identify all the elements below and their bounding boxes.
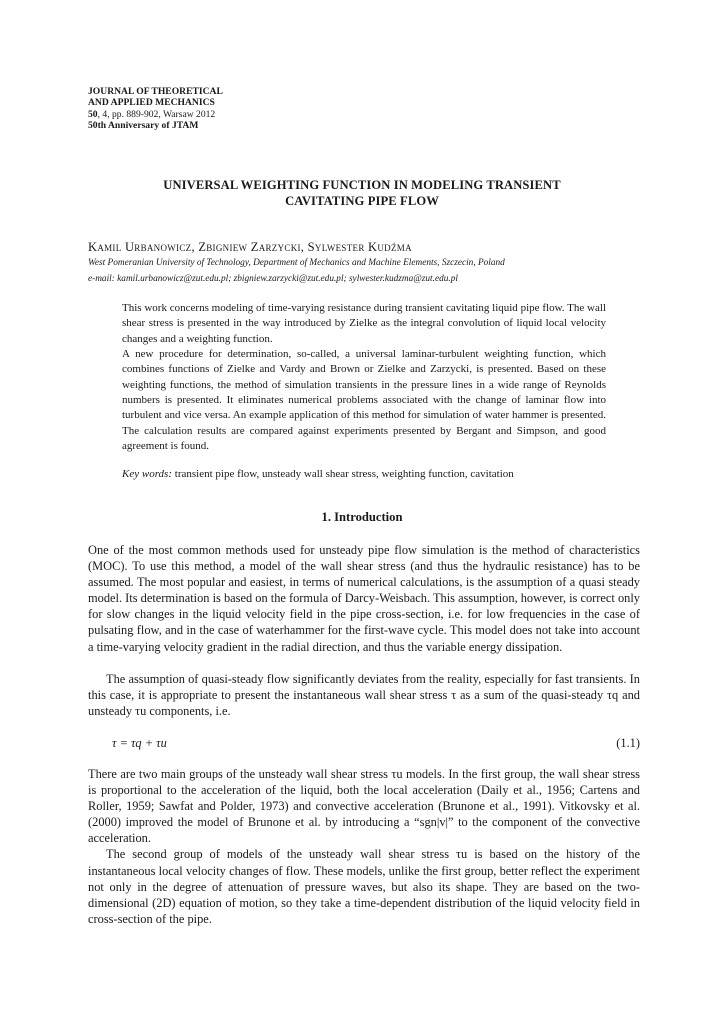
paper-title-line-1: UNIVERSAL WEIGHTING FUNCTION IN MODELING TRANSIENT	[163, 178, 561, 192]
journal-anniversary: 50th Anniversary of JTAM	[88, 119, 199, 131]
paragraph-text: There are two main groups of the unsteady wall shear stress τu models. In the first group, the wall shear stress is proportional to the acceleration of the liquid, both the local acceleration (Daily et al., 1956; Cartens and Roller, 1959; Sawfat and Polder, 1973) and convective acceleration (Brunone et al., 1991). Vitkovsky et al. (2000) improved the model of Brunone et al. by introducing a “sgn|v|” to the component of the convective acceleration.	[88, 767, 640, 846]
paragraph-text: One of the most common methods used for unsteady pipe flow simulation is the method of characteristics (MOC). To use this method, a model of the wall shear stress (and thus the hydraulic resistance) has to be assumed. The most popular and easiest, in terms of numerical calculations, is the assumption of a quasi steady model. Its determination is based on the formula of Darcy-Weisbach. This assumption, however, is correct only for slow changes in the liquid velocity field in the pipe cross-section, i.e. for low frequencies in the case of pulsating flow, and in the case of waterhammer for the first-wave cycle. This model does not take into account a time-varying velocity gradient in the radial direction, and thus the variable energy dissipation.	[88, 543, 640, 654]
author-list: Kamil Urbanowicz, Zbigniew Zarzycki, Sylwester Kudźma	[88, 240, 412, 254]
abstract-paragraph-2: A new procedure for determination, so-called, a universal laminar-turbulent weighting function, which combines functions of Zielke and Vardy and Brown or Zielke and Zarzycki, is presented. Based on these weighting functions, the method of simulation transients in the pressure lines in a wide range of Reynolds numbers is presented. It eliminates numerical problems associated with the change of laminar flow into turbulent and vice versa. An example application of this method for simulation of water hammer is presented. The calculation results are compared against experiments presented by Bergant and Simpson, and good agreement is found.	[122, 348, 606, 453]
body-paragraphs-3-4	[88, 766, 640, 927]
abstract	[122, 301, 606, 454]
affiliation: West Pomeranian University of Technology, Department of Mechanics and Machine Elements, Szczecin, Poland	[88, 258, 505, 268]
keywords-text: transient pipe flow, unsteady wall shear stress, weighting function, cavitation	[172, 468, 514, 480]
section-heading: 1. Introduction	[321, 510, 403, 524]
author-emails: e-mail: kamil.urbanowicz@zut.edu.pl; zbigniew.zarzycki@zut.edu.pl; sylwester.kudzma@zut.edu.pl	[88, 274, 458, 284]
paragraph-text: The assumption of quasi-steady flow significantly deviates from the reality, especially for fast transients. In this case, it is appropriate to present the instantaneous wall shear stress τ as a sum of the quasi-steady τq and unsteady τu components, i.e.	[88, 672, 640, 719]
keywords-label: Key words:	[122, 468, 173, 480]
equation-1-1	[112, 736, 640, 751]
journal-citation	[88, 109, 223, 120]
body-paragraph-1	[88, 542, 640, 655]
abstract-paragraph-1: This work concerns modeling of time-varying resistance during transient cavitating liquid pipe flow. The wall shear stress is presented in the way introduced by Zielke as the integral convolution of liquid local velocity changes and a weighting function.	[122, 302, 606, 345]
keywords	[122, 468, 606, 480]
journal-issue-pages: , 4, pp. 889-902, Warsaw 2012	[97, 108, 216, 120]
body-paragraph-2	[88, 671, 640, 719]
journal-volume: 50	[88, 108, 98, 120]
paper-title	[88, 177, 636, 209]
paragraph-text: The second group of models of the unsteady wall shear stress τu is based on the history of the instantaneous local velocity changes of flow. These models, unlike the first group, better reflect the experiment not only in the degree of attenuation of pressure waves, but also its shape. They are based on the two-dimensional (2D) equation of motion, so they take a time-dependent distribution of the liquid velocity field in cross-section of the pipe.	[88, 847, 640, 926]
equation-number: (1.1)	[616, 736, 640, 750]
paper-title-line-2: CAVITATING PIPE FLOW	[285, 194, 439, 208]
journal-header	[88, 86, 223, 131]
journal-name-line-1: JOURNAL OF THEORETICAL	[88, 86, 223, 97]
equation-formula: τ = τq + τu	[112, 736, 167, 750]
journal-name-line-2: AND APPLIED MECHANICS	[88, 97, 215, 109]
